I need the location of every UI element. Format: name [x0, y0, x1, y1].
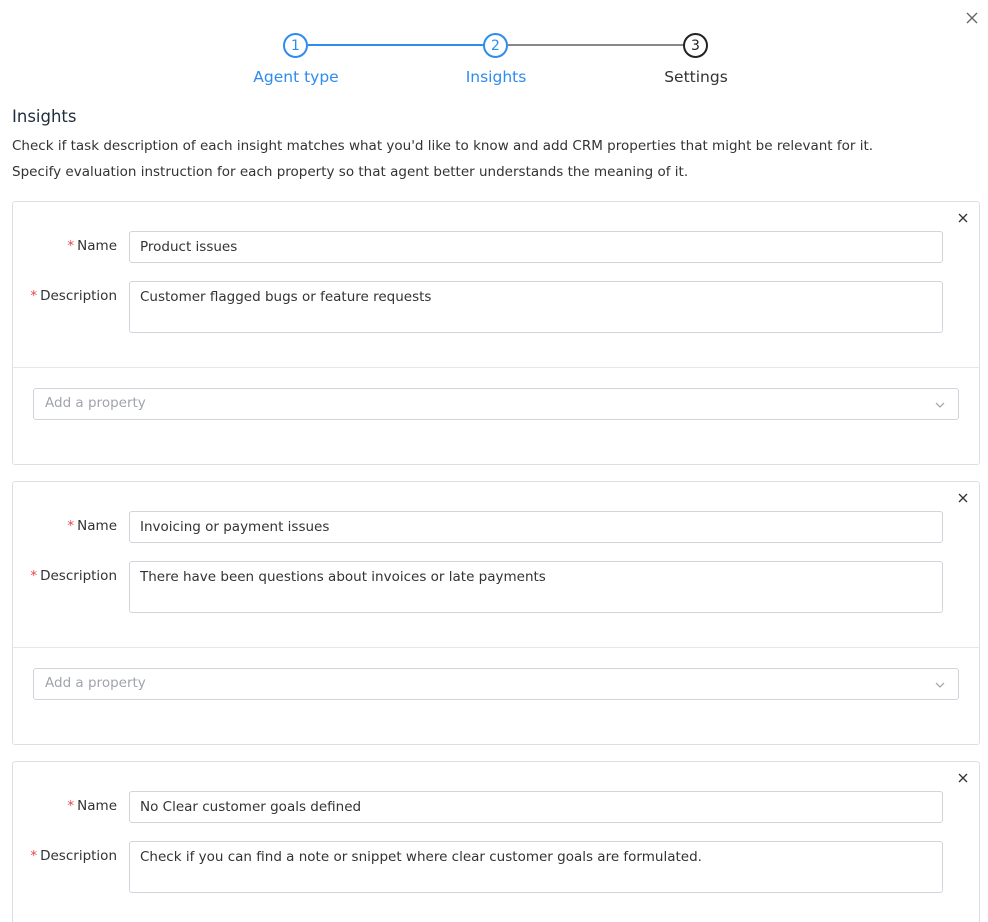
- name-label-text: Name: [77, 518, 117, 534]
- card-divider: [13, 647, 979, 648]
- close-modal-button[interactable]: [962, 8, 982, 28]
- insight-card: [12, 761, 980, 922]
- step-connector-2: [508, 44, 684, 46]
- name-label-text: Name: [77, 798, 117, 814]
- section-title: Insights: [12, 107, 77, 126]
- insight-name-input[interactable]: Product issues: [129, 231, 943, 263]
- stepper: [0, 33, 988, 93]
- name-label: [67, 798, 117, 814]
- description-label: [30, 288, 117, 304]
- required-marker: *: [67, 798, 75, 814]
- step-1-number: 1: [291, 37, 300, 54]
- step-connector-1: [308, 44, 484, 46]
- required-marker: *: [67, 238, 75, 254]
- step-2-number: 2: [491, 37, 500, 54]
- name-label: [67, 518, 117, 534]
- insight-name-input[interactable]: No Clear customer goals defined: [129, 791, 943, 823]
- step-3-number: 3: [691, 37, 700, 54]
- step-1-label[interactable]: Agent type: [253, 68, 339, 86]
- section-description-line-1: Check if task description of each insight matches what you'd like to know and add CRM properties that might be relevant for it.: [12, 138, 874, 154]
- close-icon: [966, 12, 978, 24]
- close-icon: [958, 493, 968, 503]
- section-description-line-2: Specify evaluation instruction for each property so that agent better understands the meaning of it.: [12, 164, 689, 180]
- name-label: [67, 238, 117, 254]
- insight-card: [12, 481, 980, 745]
- step-2-label[interactable]: Insights: [465, 68, 527, 86]
- required-marker: *: [30, 848, 38, 864]
- insight-name-input[interactable]: Invoicing or payment issues: [129, 511, 943, 543]
- description-label-text: Description: [40, 288, 117, 304]
- required-marker: *: [30, 288, 38, 304]
- step-3-circle[interactable]: [683, 33, 708, 58]
- description-label-text: Description: [40, 568, 117, 584]
- chevron-down-icon: [934, 679, 946, 691]
- description-label: [30, 848, 117, 864]
- required-marker: *: [30, 568, 38, 584]
- description-label: [30, 568, 117, 584]
- name-label-text: Name: [77, 238, 117, 254]
- close-icon: [958, 773, 968, 783]
- remove-insight-button[interactable]: [955, 770, 971, 786]
- close-icon: [958, 213, 968, 223]
- insight-description-input[interactable]: Check if you can find a note or snippet where clear customer goals are formulated.: [129, 841, 943, 893]
- insight-card: [12, 201, 980, 465]
- remove-insight-button[interactable]: [955, 490, 971, 506]
- add-property-placeholder: Add a property: [45, 395, 146, 411]
- insight-description-input[interactable]: Customer flagged bugs or feature requests: [129, 281, 943, 333]
- step-1-circle[interactable]: [283, 33, 308, 58]
- card-divider: [13, 367, 979, 368]
- insight-description-input[interactable]: There have been questions about invoices or late payments: [129, 561, 943, 613]
- step-3-label[interactable]: Settings: [664, 68, 728, 86]
- chevron-down-icon: [934, 399, 946, 411]
- remove-insight-button[interactable]: [955, 210, 971, 226]
- required-marker: *: [67, 518, 75, 534]
- description-label-text: Description: [40, 848, 117, 864]
- add-property-select[interactable]: [33, 388, 959, 420]
- add-property-placeholder: Add a property: [45, 675, 146, 691]
- add-property-select[interactable]: [33, 668, 959, 700]
- step-2-circle[interactable]: [483, 33, 508, 58]
